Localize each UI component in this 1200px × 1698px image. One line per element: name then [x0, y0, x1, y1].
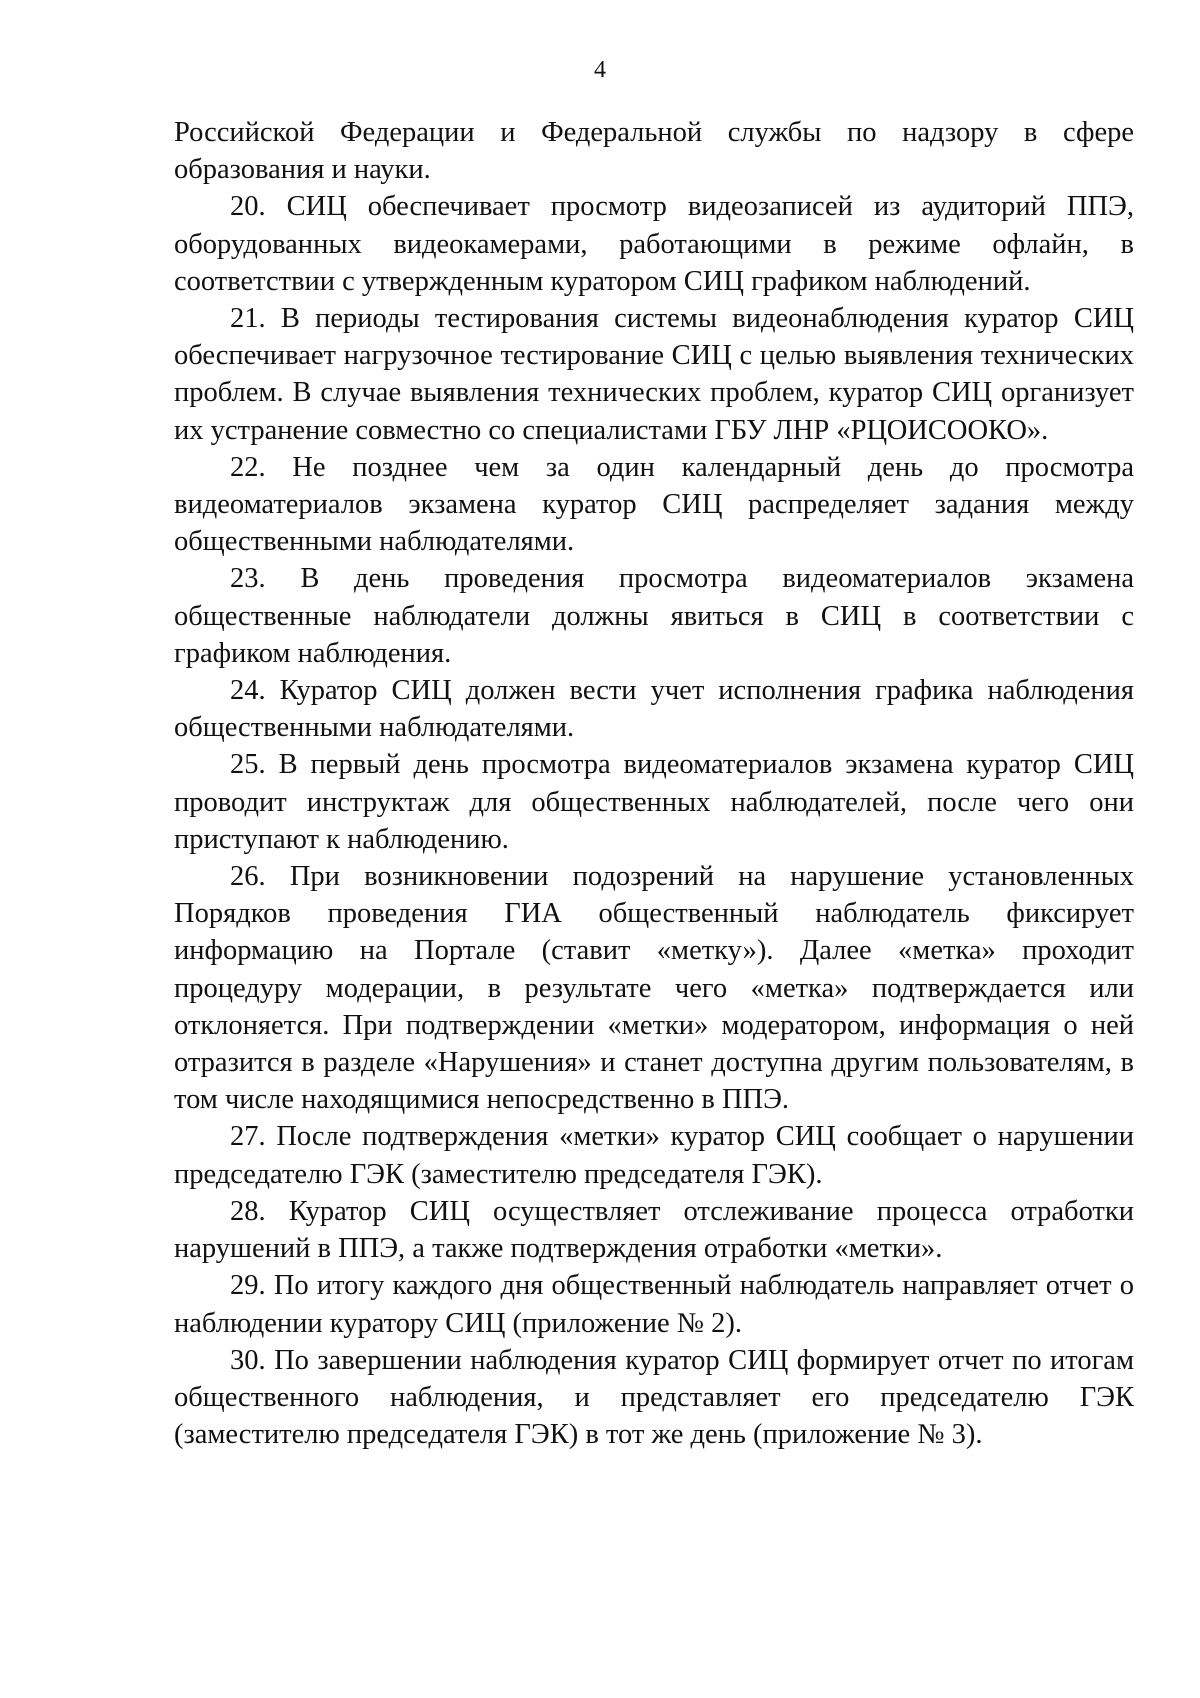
paragraph-item-26: 26. При возникновении подозрений на нарушение установленных Порядков проведения ГИА общественный наблюдатель фиксирует информацию на Портале (ставит «метку»). Далее «метка» проходит процедуру модерации, в результате чего «метка» подтверждается или отклоняется. При подтверждении «метки» модератором, информация о ней отразится в разделе «Нарушения» и станет доступна другим пользователям, в том числе находящимися непосредственно в ППЭ. — [174, 861, 1134, 1116]
paragraph-continuation: Российской Федерации и Федеральной службы по надзору в сфере образования и науки. — [174, 117, 1134, 186]
paragraph-item-24: 24. Куратор СИЦ должен вести учет исполнения графика наблюдения общественными наблюдателями. — [174, 675, 1134, 744]
paragraph-item-27: 27. После подтверждения «метки» куратор СИЦ сообщает о нарушении председателю ГЭК (заместителю председателя ГЭК). — [174, 1121, 1134, 1190]
paragraph-item-28: 28. Куратор СИЦ осуществляет отслеживание процесса отработки нарушений в ППЭ, а также подтверждения отработки «метки». — [174, 1195, 1134, 1265]
page-number: 4 — [594, 57, 606, 83]
paragraph-item-25: 25. В первый день просмотра видеоматериалов экзамена куратор СИЦ проводит инструктаж для общественных наблюдателей, после чего они приступают к наблюдению. — [174, 749, 1134, 855]
paragraph-item-30: 30. По завершении наблюдения куратор СИЦ формирует отчет по итогам общественного наблюдения, и представляет его председателю ГЭК (заместителю председателя ГЭК) в тот же день (приложение № 3). — [174, 1344, 1134, 1451]
paragraph-item-21: 21. В периоды тестирования системы видеонаблюдения куратор СИЦ обеспечивает нагрузочное тестирование СИЦ с целью выявления технических проблем. В случае выявления технических проблем, куратор СИЦ организует их устранение совместно со специалистами ГБУ ЛНР «РЦОИСООКО». — [174, 303, 1134, 446]
paragraph-item-22: 22. Не позднее чем за один календарный день до просмотра видеоматериалов экзамена куратор СИЦ распределяет задания между общественными наблюдателями. — [174, 451, 1134, 558]
document-body — [174, 114, 1134, 1453]
paragraph-item-23: 23. В день проведения просмотра видеоматериалов экзамена общественные наблюдатели должны явиться в СИЦ в соответствии с графиком наблюдения. — [174, 563, 1134, 669]
paragraph-item-20: 20. СИЦ обеспечивает просмотр видеозаписей из аудиторий ППЭ, оборудованных видеокамерами, работающими в режиме офлайн, в соответствии с утвержденным куратором СИЦ графиком наблюдений. — [174, 191, 1134, 297]
paragraph-item-29: 29. По итогу каждого дня общественный наблюдатель направляет отчет о наблюдении куратору СИЦ (приложение № 2). — [174, 1270, 1134, 1339]
